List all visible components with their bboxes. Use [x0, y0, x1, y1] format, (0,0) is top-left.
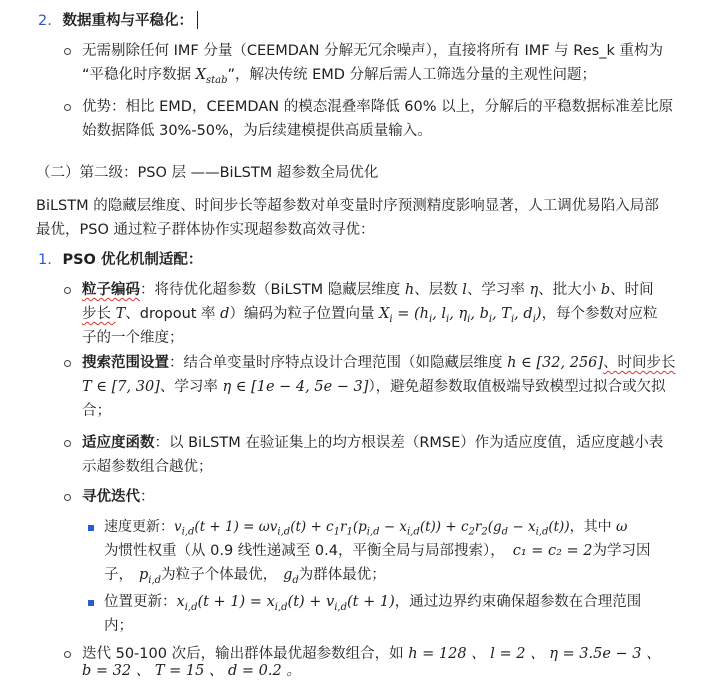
paragraph-line: 寻优迭代： [82, 489, 155, 505]
paragraph-line: 步长 T、dropout 率 d）编码为粒子位置向量 $X_i = (h_i$, $l_i$, $\eta_i$, $b_i$, $T_i$, $d_i$)，每个参数对应粒 [82, 306, 658, 325]
paragraph-line: “平稳化时序数据 $X_{stab}$”，解决传统 EMD 分解后需人工筛选分量的主观性问题； [82, 67, 597, 86]
list-number: 2. [38, 13, 52, 29]
bullet-circle-icon [64, 360, 71, 367]
bullet-circle-icon [64, 287, 71, 294]
list-title: 数据重构与平稳化： [62, 13, 193, 29]
bullet-circle-icon [64, 440, 71, 447]
bullet-circle-icon [64, 651, 71, 658]
paragraph-line: 子， $p_{i,d}$为粒子个体最优， $g_d$为群体最优； [104, 567, 386, 586]
paragraph-line: T ∈ [7, 30]、学习率 η ∈ [1e − 4, 5e − 3]），避免超参数取值极端导致模型过拟合或欠拟 [82, 379, 666, 395]
paragraph-line: 搜索范围设置：结合单变量时序特点设计合理范围（如隐藏层维度 h ∈ [32, 256]、时间步长 [82, 355, 676, 371]
section-heading: （二）第二级：PSO 层 ——BiLSTM 超参数全局优化 [36, 165, 379, 181]
list-title: PSO 优化机制适配： [62, 252, 203, 268]
paragraph-line: 位置更新：$x_{i,d}(t + 1) = x_{i,d}(t) + v_{i,d}(t + 1)$，通过边界约束确保超参数在合理范围 [104, 594, 642, 613]
paragraph-line: 速度更新：$v_{i,d}(t + 1) = \omega v_{i,d}(t) + c_1r_1(p_{i,d} - x_{i,d}(t)) + c_2r_2(g_d - x_{i,d}(t))$，其中 ω [104, 519, 628, 538]
paragraph-line: 粒子编码：将待优化超参数（BiLSTM 隐藏层维度 h、层数 l、学习率 η、批大小 b、时间 [82, 282, 654, 298]
paragraph-line: 子的一个维度； [82, 330, 184, 346]
bullet-square-icon [88, 600, 94, 606]
paragraph-line: 迭代 50-100 次后，输出群体最优超参数组合，如 h = 128 、 l = 2 、 η = 3.5e − 3 、 [82, 646, 661, 662]
position-formula: $x_{i,d}(t + 1) = x_{i,d}(t) + v_{i,d}(t + 1)$ [176, 594, 395, 613]
bullet-square-icon [88, 525, 94, 531]
paragraph-line: 始数据降低 30%-50%，为后续建模提供高质量输入。 [82, 123, 432, 139]
list-item-1-heading [38, 249, 202, 271]
list-number: 1. [38, 252, 52, 268]
paragraph-line: BiLSTM 的隐藏层维度、时间步长等超参数对单变量时序预测精度影响显著，人工调优易陷入局部 [36, 198, 659, 214]
list-item-2-heading [38, 10, 198, 32]
paragraph-line: 示超参数组合越优； [82, 459, 213, 475]
paragraph-line: 内； [104, 618, 133, 634]
paragraph-line: 无需剔除任何 IMF 分量（CEEMDAN 分解无冗余噪声），直接将所有 IMF 与 Res_k 重构为 [82, 43, 663, 59]
position-vector: $X_i = (h_i$, $l_i$, $\eta_i$, $b_i$, $T_i$, $d_i$) [379, 306, 542, 325]
bullet-circle-icon [64, 104, 71, 111]
velocity-formula: $v_{i,d}(t + 1) = \omega v_{i,d}(t) + c_1r_1(p_{i,d} - x_{i,d}(t)) + c_2r_2(g_d - x_{i,d}(t))$ [174, 519, 570, 538]
paragraph-line: 为惯性权重（从 0.9 线性递减至 0.4，平衡全局与局部搜索）， c₁ = c₂ = 2为学习因 [104, 543, 651, 559]
text-cursor [197, 11, 198, 29]
bullet-circle-icon [64, 48, 71, 55]
paragraph-line: 优势：相比 EMD，CEEMDAN 的模态混叠率降低 60% 以上，分解后的平稳数据标准差比原 [82, 99, 674, 115]
paragraph-line: 适应度函数：以 BiLSTM 在验证集上的均方根误差（RMSE）作为适应度值，适应度越小表 [82, 435, 664, 451]
bullet-circle-icon [64, 494, 71, 501]
paragraph-line: 最优，PSO 通过粒子群体协作实现超参数高效寻优： [36, 222, 375, 238]
paragraph-line: 合； [82, 403, 111, 419]
paragraph-line: b = 32 、 T = 15 、 d = 0.2 。 [82, 663, 301, 679]
